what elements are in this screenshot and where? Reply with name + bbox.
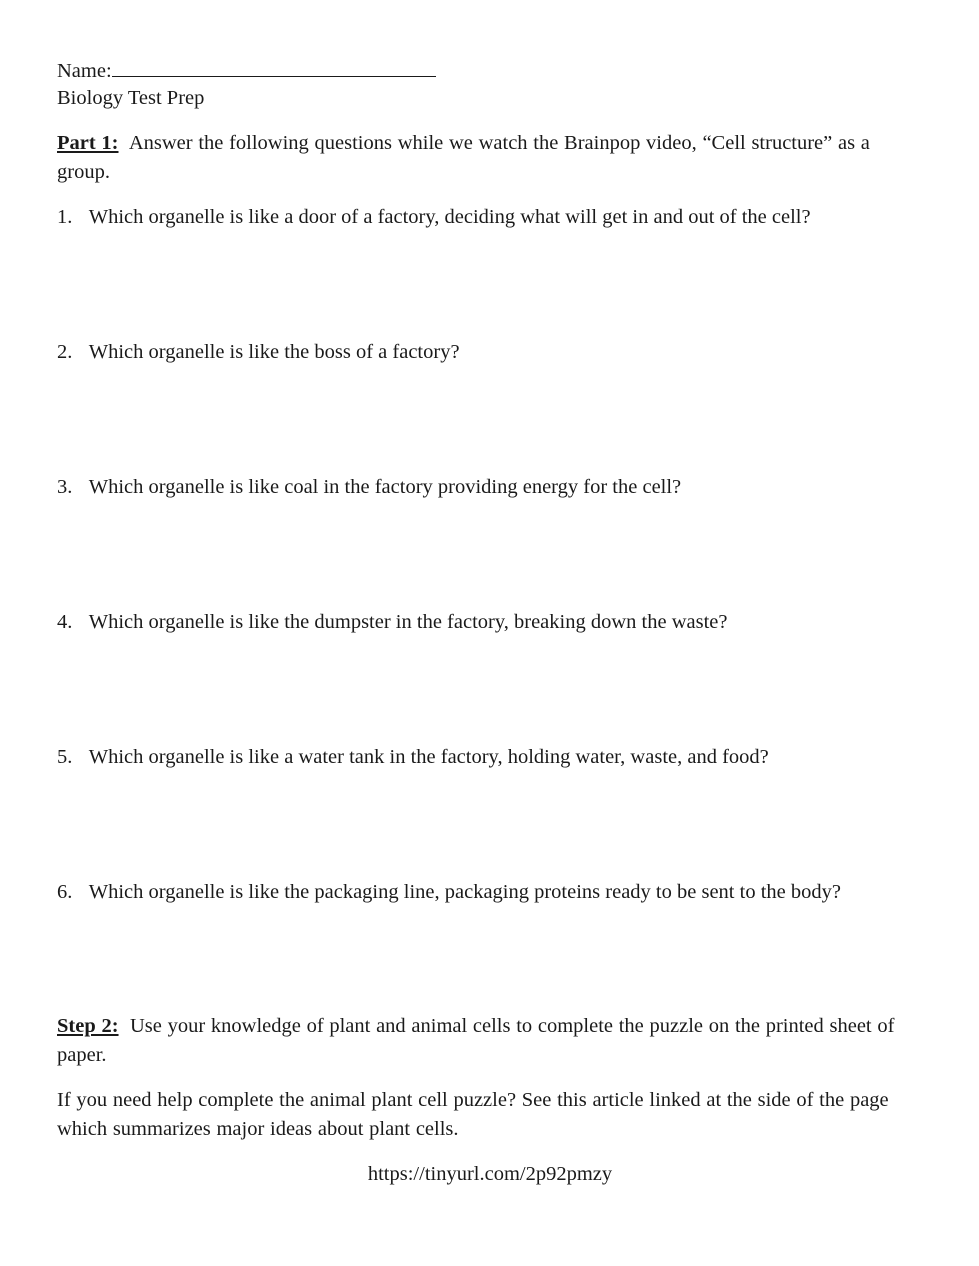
question-number: 2. bbox=[57, 341, 73, 363]
question-3 bbox=[57, 473, 681, 502]
step2-label: Step 2: bbox=[57, 1015, 119, 1037]
question-text: Which organelle is like the boss of a factory? bbox=[88, 341, 460, 363]
question-2 bbox=[57, 338, 460, 367]
question-1 bbox=[57, 203, 811, 232]
question-text: Which organelle is like a door of a factory, deciding what will get in and out of the cell? bbox=[88, 206, 811, 228]
question-text: Which organelle is like the dumpster in the factory, breaking down the waste? bbox=[88, 611, 728, 633]
question-number: 3. bbox=[57, 476, 73, 498]
question-text: Which organelle is like a water tank in the factory, holding water, waste, and food? bbox=[88, 746, 769, 768]
part1-instructions bbox=[57, 129, 923, 187]
step2-help-text: If you need help complete the animal plant cell puzzle? See this article linked at the side of the page which summarizes major ideas about plant cells. bbox=[57, 1089, 889, 1140]
question-number: 1. bbox=[57, 206, 73, 228]
step2-instructions bbox=[57, 1012, 923, 1070]
question-number: 6. bbox=[57, 881, 73, 903]
step2-text: Use your knowledge of plant and animal cells to complete the puzzle on the printed sheet of paper. bbox=[57, 1015, 895, 1066]
question-text: Which organelle is like coal in the factory providing energy for the cell? bbox=[88, 476, 682, 498]
part1-text: Answer the following questions while we watch the Brainpop video, “Cell structure” as a group. bbox=[57, 132, 870, 183]
name-row bbox=[57, 55, 436, 86]
name-label: Name: bbox=[57, 60, 112, 82]
question-number: 4. bbox=[57, 611, 73, 633]
part1-label: Part 1: bbox=[57, 132, 119, 154]
name-blank-line bbox=[112, 55, 436, 77]
worksheet-subtitle: Biology Test Prep bbox=[57, 87, 205, 109]
question-6 bbox=[57, 878, 841, 907]
question-number: 5. bbox=[57, 746, 73, 768]
question-5 bbox=[57, 743, 769, 772]
question-text: Which organelle is like the packaging line, packaging proteins ready to be sent to the body? bbox=[88, 881, 841, 903]
question-4 bbox=[57, 608, 727, 637]
article-link[interactable]: https://tinyurl.com/2p92pmzy bbox=[367, 1163, 613, 1185]
